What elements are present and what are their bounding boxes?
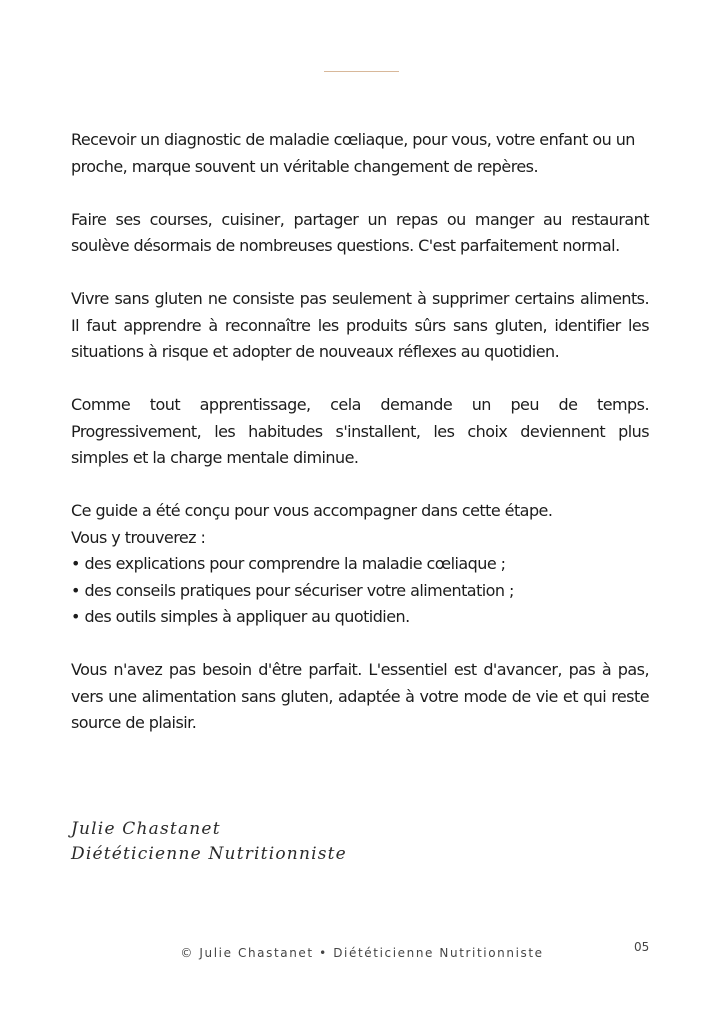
paragraph-diagnosis: Recevoir un diagnostic de maladie cœliaque, pour vous, votre enfant ou un proche, marque souvent un véritable changement de repères.	[71, 130, 635, 176]
signature-title: Diététicienne Nutritionniste	[71, 844, 347, 864]
list-item: • des outils simples à appliquer au quotidien.	[71, 604, 649, 631]
list-item: • des conseils pratiques pour sécuriser votre alimentation ;	[71, 578, 649, 605]
paragraph-learning-time: Comme tout apprentissage, cela demande un peu de temps. Progressivement, les habitudes s'installent, les choix deviennent plus simples et la charge mentale diminue.	[71, 395, 649, 467]
guide-section	[71, 498, 649, 631]
signature-name: Julie Chastanet	[71, 819, 221, 839]
page-number: 05	[634, 940, 650, 954]
list-item: • des explications pour comprendre la maladie cœliaque ;	[71, 551, 649, 578]
guide-intro-line: Vous y trouverez :	[71, 527, 206, 547]
paragraph-closing: Vous n'avez pas besoin d'être parfait. L'essentiel est d'avancer, pas à pas, vers une alimentation sans gluten, adaptée à votre mode de vie et qui reste source de plaisir.	[71, 660, 649, 732]
page-footer: © Julie Chastanet • Diététicienne Nutritionniste	[180, 946, 544, 960]
signature-block	[71, 817, 347, 867]
paragraph-daily-questions: Faire ses courses, cuisiner, partager un repas ou manger au restaurant soulève désormais de nombreuses questions. C'est parfaitement normal.	[71, 209, 649, 255]
guide-bullet-list	[71, 551, 649, 631]
paragraph-gluten-free-living: Vivre sans gluten ne consiste pas seulement à supprimer certains aliments. Il faut apprendre à reconnaître les produits sûrs sans gluten, identifier les situations à risque et adopter de nouveaux réflexes au quotidien.	[71, 289, 649, 361]
guide-intro-line: Ce guide a été conçu pour vous accompagner dans cette étape.	[71, 501, 553, 520]
letter-body	[71, 127, 649, 763]
decorative-top-rule	[324, 71, 399, 72]
